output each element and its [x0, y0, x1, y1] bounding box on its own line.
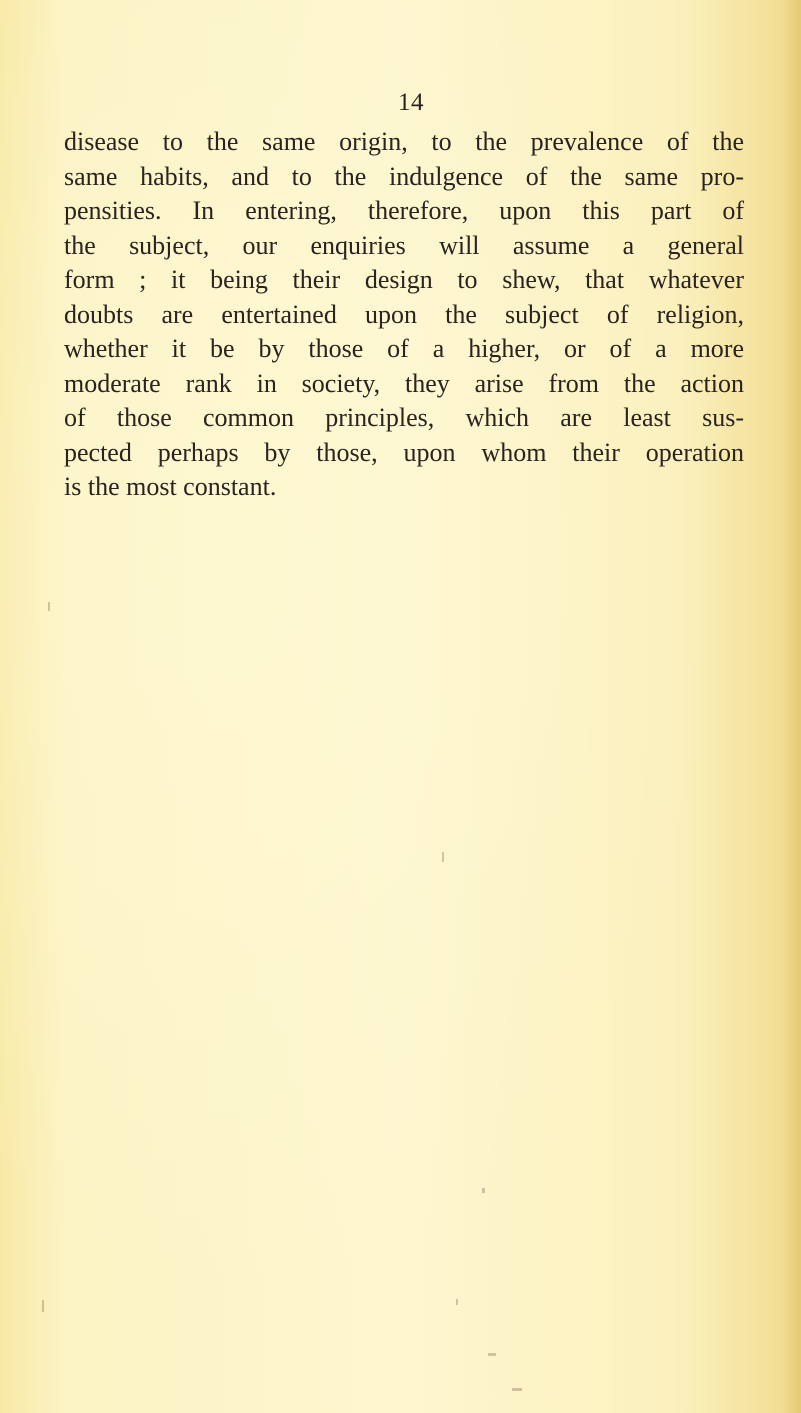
paper-speck [48, 602, 50, 611]
text-line: whether it be by those of a higher, or of a more [64, 334, 744, 363]
text-line: pensities. In entering, therefore, upon this part of [64, 196, 744, 225]
text-line: pected perhaps by those, upon whom their operation [64, 437, 744, 467]
text-line: the subject, our enquiries will assume a general [64, 230, 744, 260]
text-line-last: is the most constant. [64, 472, 277, 501]
paper-speck [488, 1353, 496, 1356]
paper-speck [442, 852, 444, 862]
paper-speck [42, 1300, 44, 1312]
paper-speck [456, 1299, 458, 1305]
body-paragraph [64, 125, 744, 505]
text-line: disease to the same origin, to the prevalence of the [64, 127, 744, 156]
paper-speck [512, 1388, 522, 1391]
text-line: same habits, and to the indulgence of the same pro- [64, 161, 744, 191]
text-line: of those common principles, which are least sus- [64, 403, 744, 432]
page-edge-shadow [783, 0, 801, 1413]
paper-speck [482, 1188, 485, 1193]
text-line: moderate rank in society, they arise from the action [64, 368, 744, 398]
text-line: doubts are entertained upon the subject of religion, [64, 299, 744, 329]
text-line: form ; it being their design to shew, that whatever [64, 265, 744, 294]
page-number: 14 [398, 89, 424, 116]
